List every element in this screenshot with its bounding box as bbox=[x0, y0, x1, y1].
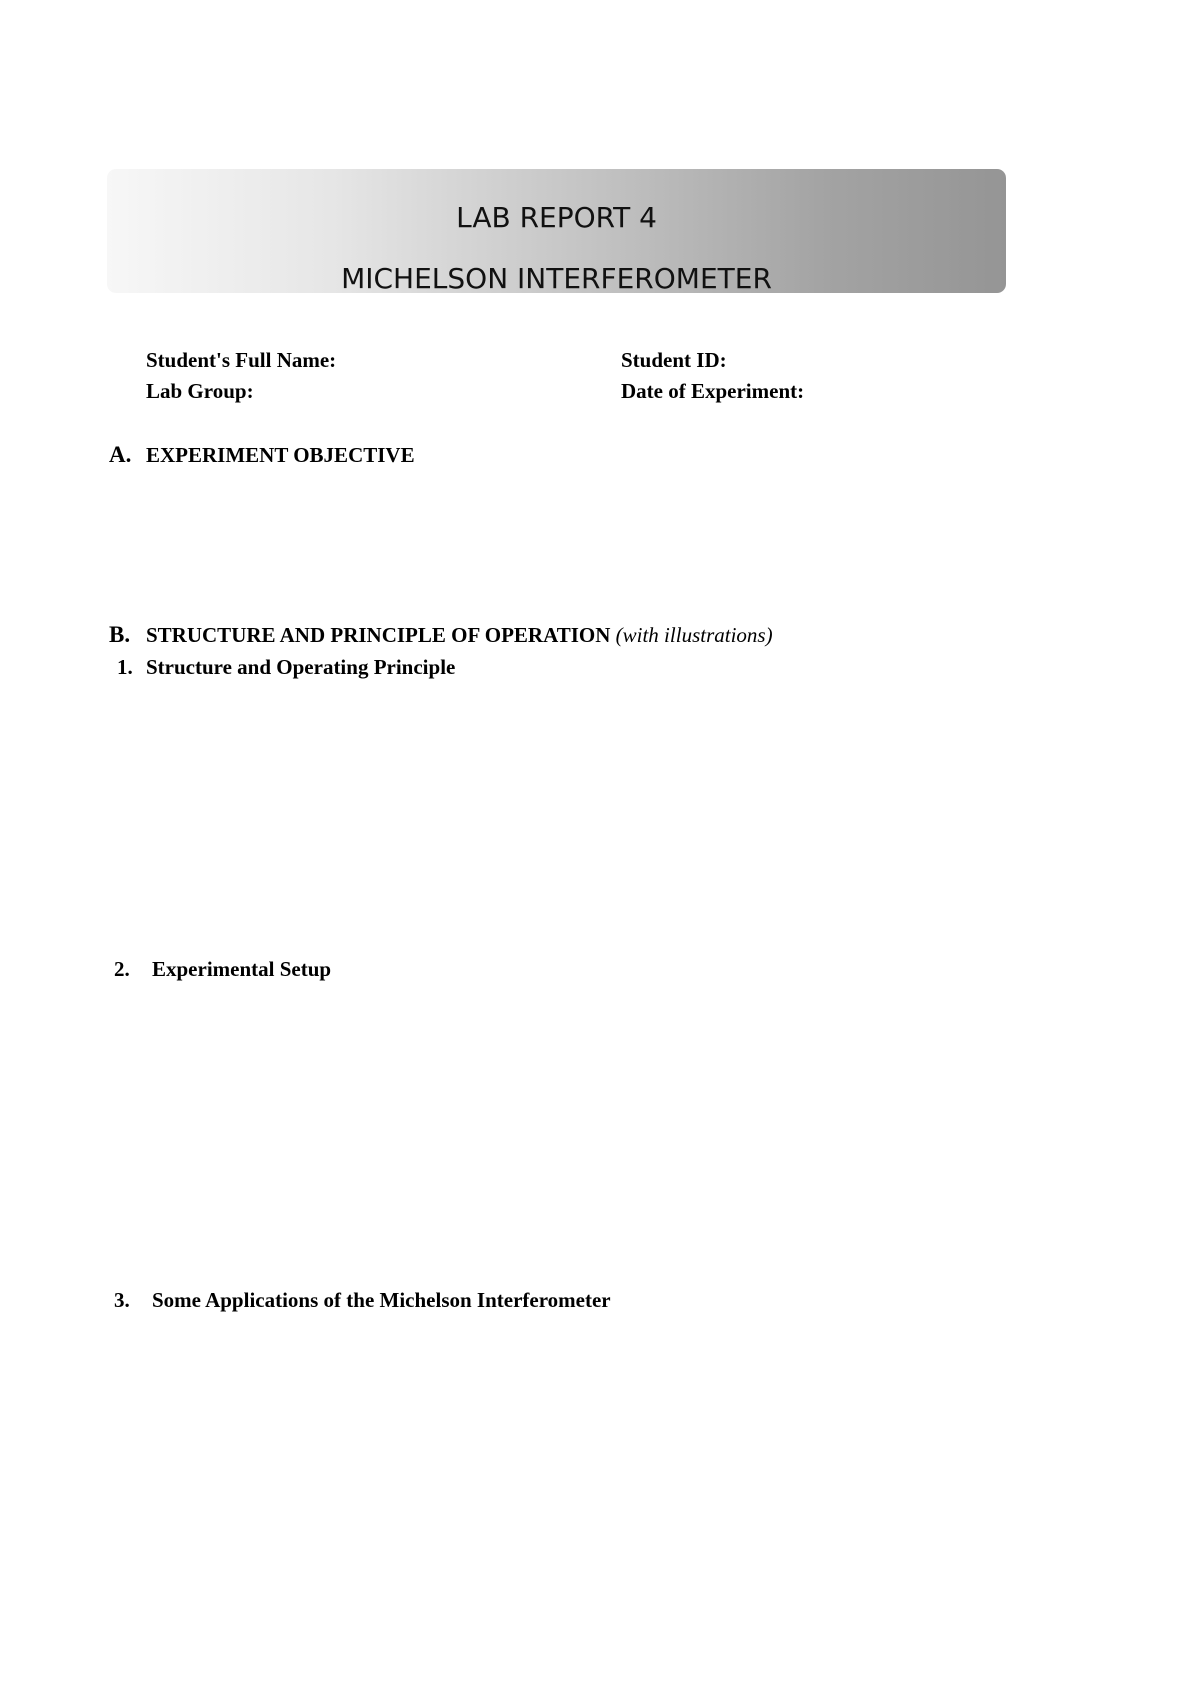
experiment-title: MICHELSON INTERFEROMETER bbox=[341, 262, 772, 295]
section-a-title: EXPERIMENT OBJECTIVE bbox=[146, 443, 415, 467]
section-a-heading bbox=[109, 442, 415, 468]
title-banner bbox=[107, 169, 1006, 293]
date-of-experiment-label: Date of Experiment: bbox=[621, 379, 805, 403]
student-full-name-label: Student's Full Name: bbox=[146, 348, 337, 372]
item-2-number: 2. bbox=[114, 957, 130, 981]
section-a-letter: A. bbox=[109, 442, 132, 467]
lab-group-label: Lab Group: bbox=[146, 379, 254, 403]
section-b-title: STRUCTURE AND PRINCIPLE OF OPERATION bbox=[146, 623, 611, 647]
section-b-item-3 bbox=[114, 1288, 611, 1313]
item-1-number: 1. bbox=[117, 655, 133, 679]
item-2-label: Experimental Setup bbox=[152, 957, 332, 981]
item-3-label: Some Applications of the Michelson Interferometer bbox=[152, 1288, 611, 1312]
section-b-note: (with illustrations) bbox=[615, 623, 773, 647]
report-number-title: LAB REPORT 4 bbox=[456, 201, 657, 234]
item-1-label: Structure and Operating Principle bbox=[146, 655, 456, 679]
section-b-heading bbox=[109, 622, 773, 648]
student-id-label: Student ID: bbox=[621, 348, 727, 372]
section-b-item-1 bbox=[117, 655, 455, 680]
section-b-item-2 bbox=[114, 957, 331, 982]
section-b-letter: B. bbox=[109, 622, 131, 647]
item-3-number: 3. bbox=[114, 1288, 130, 1312]
